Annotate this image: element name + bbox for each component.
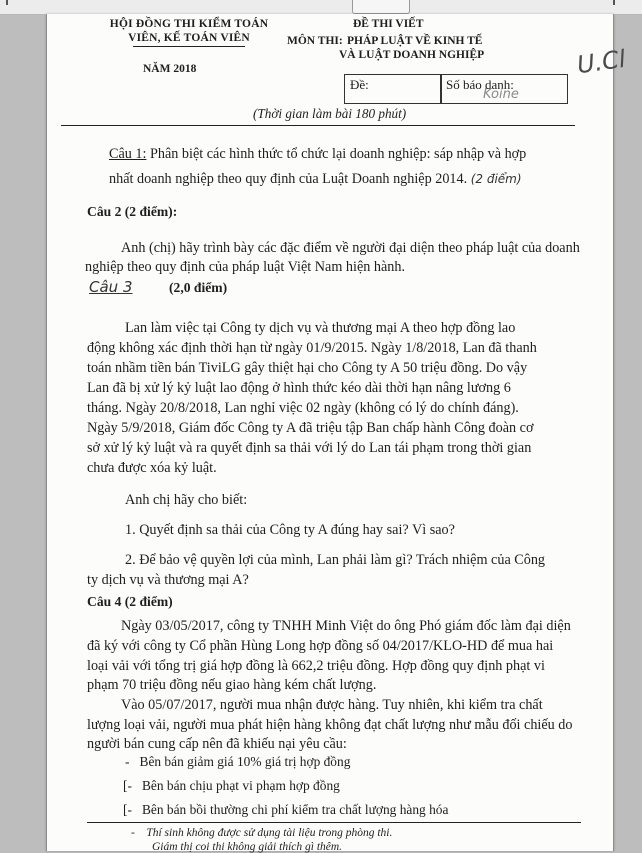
question-3-line-4: Lan đã bị xử lý kỷ luật lao động ở hình thức kéo dài thời hạn nâng lương 6 [87, 380, 511, 396]
subject-line-1: PHÁP LUẬT VỀ KINH TẾ [347, 35, 483, 47]
time-limit: (Thời gian làm bài 180 phút) [253, 106, 407, 121]
question-1-label: Câu 1: [109, 146, 147, 162]
question-1-hand-note: (2 điểm) [470, 172, 522, 186]
exam-code-box [344, 74, 442, 104]
question-1-line-2 [109, 169, 522, 189]
question-3-sub-2-line-2: ty dịch vụ và thương mại A? [87, 572, 249, 588]
page-number-box[interactable] [352, 0, 410, 14]
ruler-tick [6, 0, 8, 5]
question-4-label: Câu 4 (2 điểm) [87, 594, 173, 609]
question-3-line-6: Ngày 5/9/2018, Giám đốc Công ty A đã triệu tập Ban chấp hành Công đoàn cơ [87, 420, 534, 436]
question-4-line-4: phạm 70 triệu đồng nếu giao hàng kém chất lượng. [87, 677, 377, 693]
question-4-line-5: Vào 05/07/2017, người mua nhận được hàng. Tuy nhiên, khi kiểm tra chất [121, 697, 543, 713]
org-underline [133, 46, 245, 47]
question-4-line-3: loại vải với tổng trị giá hợp đồng là 662,2 triệu đồng. Hợp đồng quy định phạt vi [87, 658, 545, 674]
question-3-line-2: động không xác định thời hạn từ ngày 01/9/2015. Ngày 1/8/2018, Lan đã thanh [87, 340, 537, 356]
question-3-ask: Anh chị hãy cho biết: [125, 492, 248, 508]
ruler-tick [613, 0, 615, 5]
candidate-number-label: Số báo danh: [446, 77, 514, 92]
org-line-2: VIÊN, KẾ TOÁN VIÊN [128, 32, 250, 44]
footer-line-1: - Thí sinh không được sử dụng tài liệu trong phòng thi. [131, 827, 393, 839]
exam-title: ĐỀ THI VIẾT [353, 18, 424, 30]
org-line-1: HỘI ĐỒNG THI KIỂM TOÁN [109, 18, 269, 30]
question-3-line-1: Lan làm việc tại Công ty dịch vụ và thương mại A theo hợp đồng lao [125, 320, 516, 336]
question-4-bullet-1-text: Bên bán giảm giá 10% giá trị hợp đồng [139, 754, 351, 769]
question-4-bullet-1: - Bên bán giảm giá 10% giá trị hợp đồng [125, 754, 351, 769]
question-1-text-1: Phân biệt các hình thức tổ chức lại doanh nghiệp: sáp nhập và hợp [146, 146, 527, 162]
question-4-line-6: lượng loại vải, người mua phát hiện hàng không đạt chất lượng như mẫu đối chiếu do [87, 717, 573, 733]
viewer-top-strip [0, 0, 642, 15]
footer-separator [87, 822, 581, 823]
signature-scribble: U.Cl [575, 44, 628, 80]
question-4-bullet-2: [- Bên bán chịu phạt vi phạm hợp đồng [123, 778, 340, 793]
footer-line-2: Giám thị coi thi không giải thích gì thêm. [152, 841, 343, 853]
question-4-bullet-3: [- Bên bán bồi thường chi phí kiểm tra chất lượng hàng hóa [123, 802, 449, 817]
question-3-line-8: chưa được xóa kỷ luật. [87, 460, 217, 476]
question-3-line-7: sở xử lý kỷ luật và ra quyết định sa thải với lý do Lan tái phạm trong thời gian [87, 440, 532, 456]
question-4-bullet-2-text: Bên bán chịu phạt vi phạm hợp đồng [141, 778, 340, 793]
candidate-number-box [440, 74, 568, 104]
subject-line-2: VÀ LUẬT DOANH NGHIỆP [339, 49, 485, 61]
question-4-line-1: Ngày 03/05/2017, công ty TNHH Minh Việt do ông Phó giám đốc làm đại diện [121, 618, 571, 634]
exam-page [46, 14, 628, 853]
question-3-hand-label: Câu 3 [89, 278, 133, 296]
footer-line-1-text: Thí sinh không được sử dụng tài liệu trong phòng thi. [146, 827, 393, 839]
question-4-line-2: đã ký với công ty Cổ phần Hùng Long hợp đồng số 04/2017/KLO-HD để mua hai [87, 638, 554, 654]
question-4-line-7: người bán cung cấp nên đã khiếu nại yêu cầu: [87, 736, 347, 752]
question-3-sub-2-line-1: 2. Để bảo vệ quyền lợi của mình, Lan phải làm gì? Trách nhiệm của Công [125, 552, 546, 568]
candidate-number-handwritten: Koine [483, 87, 519, 102]
exam-code-label: Đề: [350, 77, 369, 92]
question-3-points: (2,0 điểm) [169, 280, 228, 295]
question-1-line-1 [109, 144, 526, 164]
question-3-line-3: toán nhầm tiền bán TiviLG gây thiệt hại cho Công ty A 50 triệu đồng. Do vậy [87, 360, 528, 376]
exam-year: NĂM 2018 [143, 63, 197, 75]
header-separator [61, 125, 575, 126]
question-2-label: Câu 2 (2 điểm): [87, 204, 178, 219]
question-3-line-5: tháng. Ngày 20/8/2018, Lan nghỉ việc 02 ngày (không có lý do chính đáng). [87, 400, 519, 416]
question-3-sub-1: 1. Quyết định sa thải của Công ty A đúng hay sai? Vì sao? [125, 522, 455, 538]
subject-label: MÔN THI: [287, 35, 343, 47]
question-2-line-2: nghiệp theo quy định của pháp luật Việt Nam hiện hành. [85, 259, 406, 275]
question-1-text-2: nhất doanh nghiệp theo quy định của Luật Doanh nghiệp 2014. [109, 171, 468, 187]
question-4-bullet-3-text: Bên bán bồi thường chi phí kiểm tra chất lượng hàng hóa [141, 802, 449, 817]
question-2-line-1: Anh (chị) hãy trình bày các đặc điểm về người đại diện theo pháp luật của doanh [121, 240, 580, 256]
